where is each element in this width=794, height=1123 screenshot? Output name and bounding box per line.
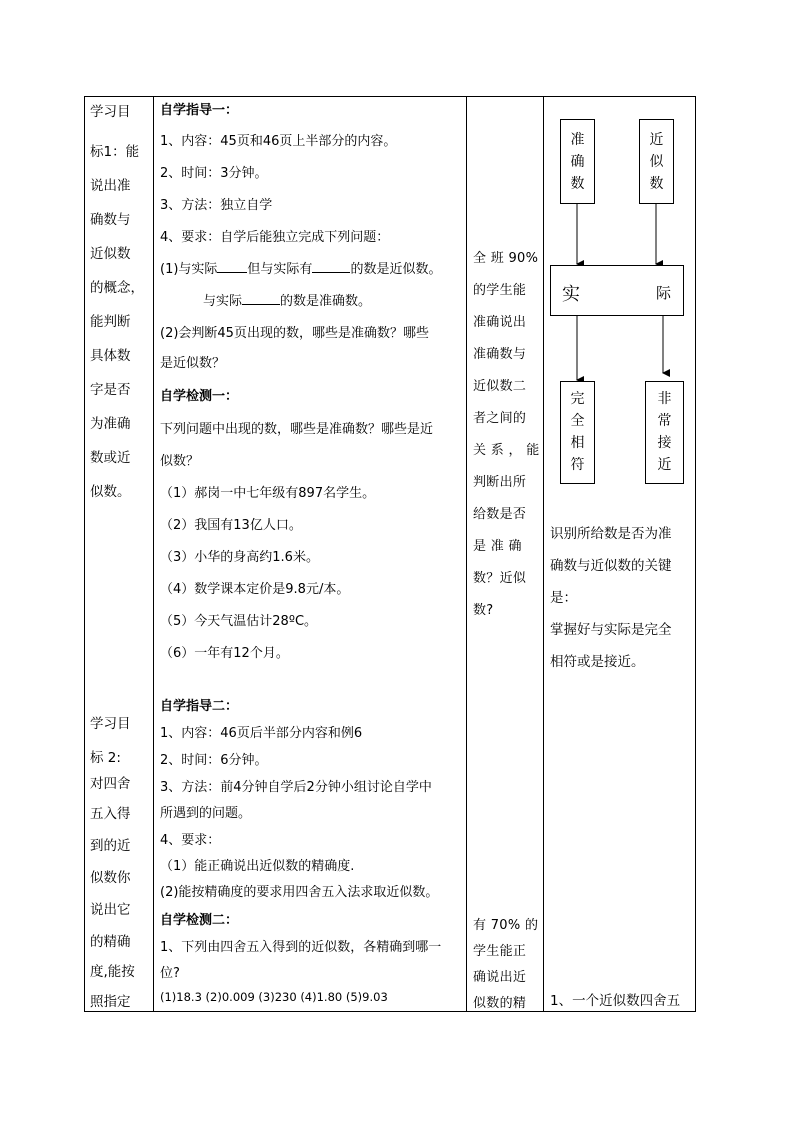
reality-left-label: 实: [562, 284, 580, 305]
goal1-line: 数或近: [90, 450, 131, 466]
guide1-question-1-second: 与实际 的数是准确数。: [203, 294, 372, 309]
goal2-line: 照指定: [90, 994, 131, 1010]
eval1-line: 者之间的: [473, 411, 527, 426]
approx-number-label: 近 似 数: [649, 132, 664, 192]
eval1-line: 准确数与: [473, 347, 527, 362]
exact-number-box: [560, 119, 595, 204]
check2-numbers: (1)18.3 (2)0.009 (3)230 (4)1.80 (5)9.03: [160, 990, 388, 1004]
guide1-question-1: (1)与实际 但与实际有 的数是近似数。: [160, 262, 442, 277]
guide1-heading: 自学指导一：: [160, 103, 239, 118]
exact-number-label: 准 确 数: [570, 132, 585, 192]
check1-heading: 自学检测一：: [160, 389, 239, 404]
full-match-label: 完 全 相 符: [570, 391, 585, 473]
goal1-line: 为准确: [90, 416, 131, 432]
key-line: 掌握好与实际是完全: [550, 622, 672, 638]
eval1-line: 给数是否: [473, 507, 527, 522]
goal2-line: 度,能按: [90, 964, 135, 980]
check1-item: （1）郝岗一中七年级有897名学生。: [160, 486, 376, 501]
key-line: 识别所给数是否为准: [550, 526, 672, 542]
reality-right-label: 际: [656, 284, 672, 302]
eval1-line: 的学生能: [473, 283, 527, 298]
guide1-question-2: (2)会判断45页出现的数，哪些是准确数？哪些: [160, 326, 429, 341]
guide1-time: 2、时间：3分钟。: [160, 166, 268, 181]
goal1-line: 具体数: [90, 348, 131, 364]
guide2-requirement: 4、要求：: [160, 833, 221, 848]
goal1-line: 的概念，: [90, 280, 144, 296]
key-line: 是：: [550, 590, 577, 606]
key-line: 确数与近似数的关键: [550, 558, 672, 574]
goal2-line: 标 2:: [90, 750, 121, 766]
eval1-line: 全 班 90%: [473, 251, 539, 266]
check2-heading: 自学检测二：: [160, 913, 239, 928]
goal1-line: 似数。: [90, 484, 131, 500]
check1-item: （3）小华的身高约1.6米。: [160, 550, 319, 565]
check1-item: （6）一年有12个月。: [160, 646, 289, 661]
eval1-line: 准确说出: [473, 315, 527, 330]
key-line: 相符或是接近。: [550, 654, 645, 670]
goal2-line: 的精确: [90, 934, 131, 950]
guide2-method: 3、方法：前4分钟自学后2分钟小组讨论自学中: [160, 780, 432, 795]
check1-item: （4）数学课本定价是9.8元/本。: [160, 582, 350, 597]
approx-number-box: [639, 119, 674, 204]
eval2-line: 确说出近: [473, 970, 527, 985]
full-match-box: [560, 381, 595, 484]
eval1-line: 数？近似: [473, 571, 527, 586]
check1-item: （5）今天气温估计28ºC。: [160, 614, 318, 629]
guide2-method-cont: 所遇到的问题。: [160, 806, 252, 821]
guide2-req-1: （1）能正确说出近似数的精确度.: [160, 859, 355, 874]
very-close-label: 非 常 接 近: [657, 391, 672, 473]
goal2-line: 到的近: [90, 838, 131, 854]
eval2-line: 有 70% 的: [473, 918, 539, 933]
goal2-line: 对四舍: [90, 776, 131, 792]
eval1-line: 关 系 ， 能: [473, 443, 540, 458]
check1-prompt-cont: 似数？: [160, 454, 200, 469]
eval2-line: 似数的精: [473, 996, 527, 1011]
check2-question-cont: 位?: [160, 966, 180, 981]
eval1-line: 数?: [473, 603, 494, 618]
eval1-line: 判断出所: [473, 475, 527, 490]
guide1-method: 3、方法：独立自学: [160, 198, 273, 213]
guide2-req-2: (2)能按精确度的要求用四舍五入法求取近似数。: [160, 885, 439, 900]
guide2-time: 2、时间：6分钟。: [160, 753, 268, 768]
goal1-line: 近似数: [90, 246, 131, 262]
eval1-line: 是 准 确: [473, 539, 522, 554]
goal1-line: 确数与: [90, 212, 131, 228]
goal2-line: 说出它: [90, 902, 131, 918]
reality-box: [550, 265, 684, 316]
guide1-requirement: 4、要求：自学后能独立完成下列问题：: [160, 230, 390, 245]
guide1-content: 1、内容：45页和46页上半部分的内容。: [160, 134, 397, 149]
check2-question: 1、下列由四舍五入得到的近似数，各精确到哪一: [160, 940, 442, 955]
eval2-line: 学生能正: [473, 944, 527, 959]
goal1-line: 能判断: [90, 314, 131, 330]
goal1-line: 说出准: [90, 178, 131, 194]
goal1-line: 字是否: [90, 382, 131, 398]
check1-item: （2）我国有13亿人口。: [160, 518, 302, 533]
very-close-box: [645, 381, 684, 484]
guide1-question-2-cont: 是近似数？: [160, 356, 226, 371]
eval1-line: 近似数二: [473, 379, 527, 394]
goal2-line: 似数你: [90, 870, 131, 886]
guide2-heading: 自学指导二：: [160, 699, 239, 714]
goal2-line: 五入得: [90, 806, 131, 822]
check1-prompt: 下列问题中出现的数，哪些是准确数？哪些是近: [160, 422, 434, 437]
goal1-line: 标1：能: [90, 144, 140, 160]
goal2-line: 学习目: [90, 716, 131, 732]
guide2-content: 1、内容：46页后半部分内容和例6: [160, 726, 363, 741]
bottom-note: 1、一个近似数四舍五: [550, 993, 681, 1009]
goal1-line: 学习目: [90, 104, 131, 120]
